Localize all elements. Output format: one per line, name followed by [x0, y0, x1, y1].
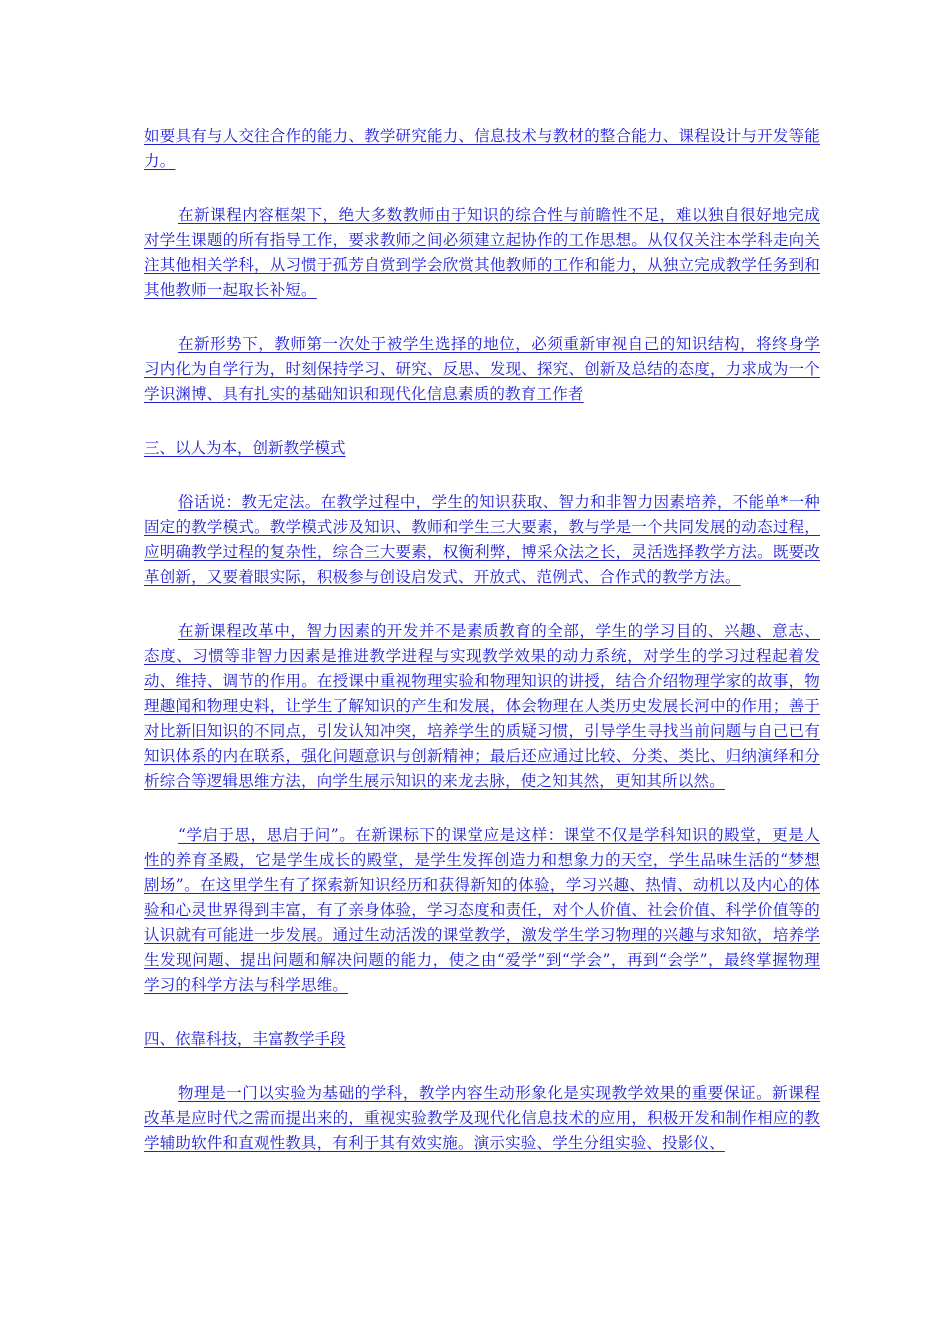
paragraph-6[interactable]: “学启于思，思启于问”。在新课标下的课堂应是这样：课堂不仅是学科知识的殿堂，更是人性的养育圣殿，它是学生成长的殿堂，是学生发挥创造力和想象力的天空，学生品味生活的“梦想剧场”。在这里学生有了探索新知识经历和获得新知的体验，学习兴趣、热情、动机以及内心的体验和心灵世界得到丰富，有了亲身体验，学习态度和责任，对个人价值、社会价值、科学价值等的认识就有可能进一步发展。通过生动活泼的课堂教学，激发学生学习物理的兴趣与求知欲，培养学生发现问题、提出问题和解决问题的能力，使之由“爱学”到“学会”，再到“会学”，最终掌握物理学习的科学方法与科学思维。	[144, 826, 820, 994]
paragraph-3[interactable]: 在新形势下，教师第一次处于被学生选择的地位，必须重新审视自己的知识结构，将终身学习内化为自学行为，时刻保持学习、研究、反思、发现、探究、创新及总结的态度，力求成为一个学识渊博、具有扎实的基础知识和现代化信息素质的教育工作者	[144, 335, 820, 403]
paragraph-4[interactable]: 俗话说：教无定法。在教学过程中，学生的知识获取、智力和非智力因素培养，不能单*一种固定的教学模式。教学模式涉及知识、教师和学生三大要素，教与学是一个共同发展的动态过程，应明确教学过程的复杂性，综合三大要素，权衡利弊，博采众法之长，灵活选择教学方法。既要改革创新，又要着眼实际，积极参与创设启发式、开放式、范例式、合作式的教学方法。	[144, 493, 820, 586]
section-heading-3[interactable]: 三、以人为本，创新教学模式	[144, 439, 346, 457]
section-heading-4[interactable]: 四、依靠科技，丰富教学手段	[144, 1030, 346, 1048]
document-page	[144, 124, 820, 1185]
paragraph-5[interactable]: 在新课程改革中，智力因素的开发并不是素质教育的全部，学生的学习目的、兴趣、意志、态度、习惯等非智力因素是推进教学进程与实现教学效果的动力系统，对学生的学习过程起着发动、维持、调节的作用。在授课中重视物理实验和物理知识的讲授，结合介绍物理学家的故事，物理趣闻和物理史料，让学生了解知识的产生和发展，体会物理在人类历史发展长河中的作用；善于对比新旧知识的不同点，引发认知冲突，培养学生的质疑习惯，引导学生寻找当前问题与自己已有知识体系的内在联系，强化问题意识与创新精神；最后还应通过比较、分类、类比、归纳演绎和分析综合等逻辑思维方法，向学生展示知识的来龙去脉，使之知其然，更知其所以然。	[144, 622, 820, 790]
paragraph-2[interactable]: 在新课程内容框架下，绝大多数教师由于知识的综合性与前瞻性不足，难以独自很好地完成对学生课题的所有指导工作，要求教师之间必须建立起协作的工作思想。从仅仅关注本学科走向关注其他相关学科，从习惯于孤芳自赏到学会欣赏其他教师的工作和能力，从独立完成教学任务到和其他教师一起取长补短。	[144, 206, 820, 299]
paragraph-7[interactable]: 物理是一门以实验为基础的学科，教学内容生动形象化是实现教学效果的重要保证。新课程改革是应时代之需而提出来的，重视实验教学及现代化信息技术的应用，积极开发和制作相应的教学辅助软件和直观性教具，有利于其有效实施。演示实验、学生分组实验、投影仪、	[144, 1084, 820, 1152]
paragraph-1[interactable]: 如要具有与人交往合作的能力、教学研究能力、信息技术与教材的整合能力、课程设计与开发等能力。	[144, 127, 820, 170]
